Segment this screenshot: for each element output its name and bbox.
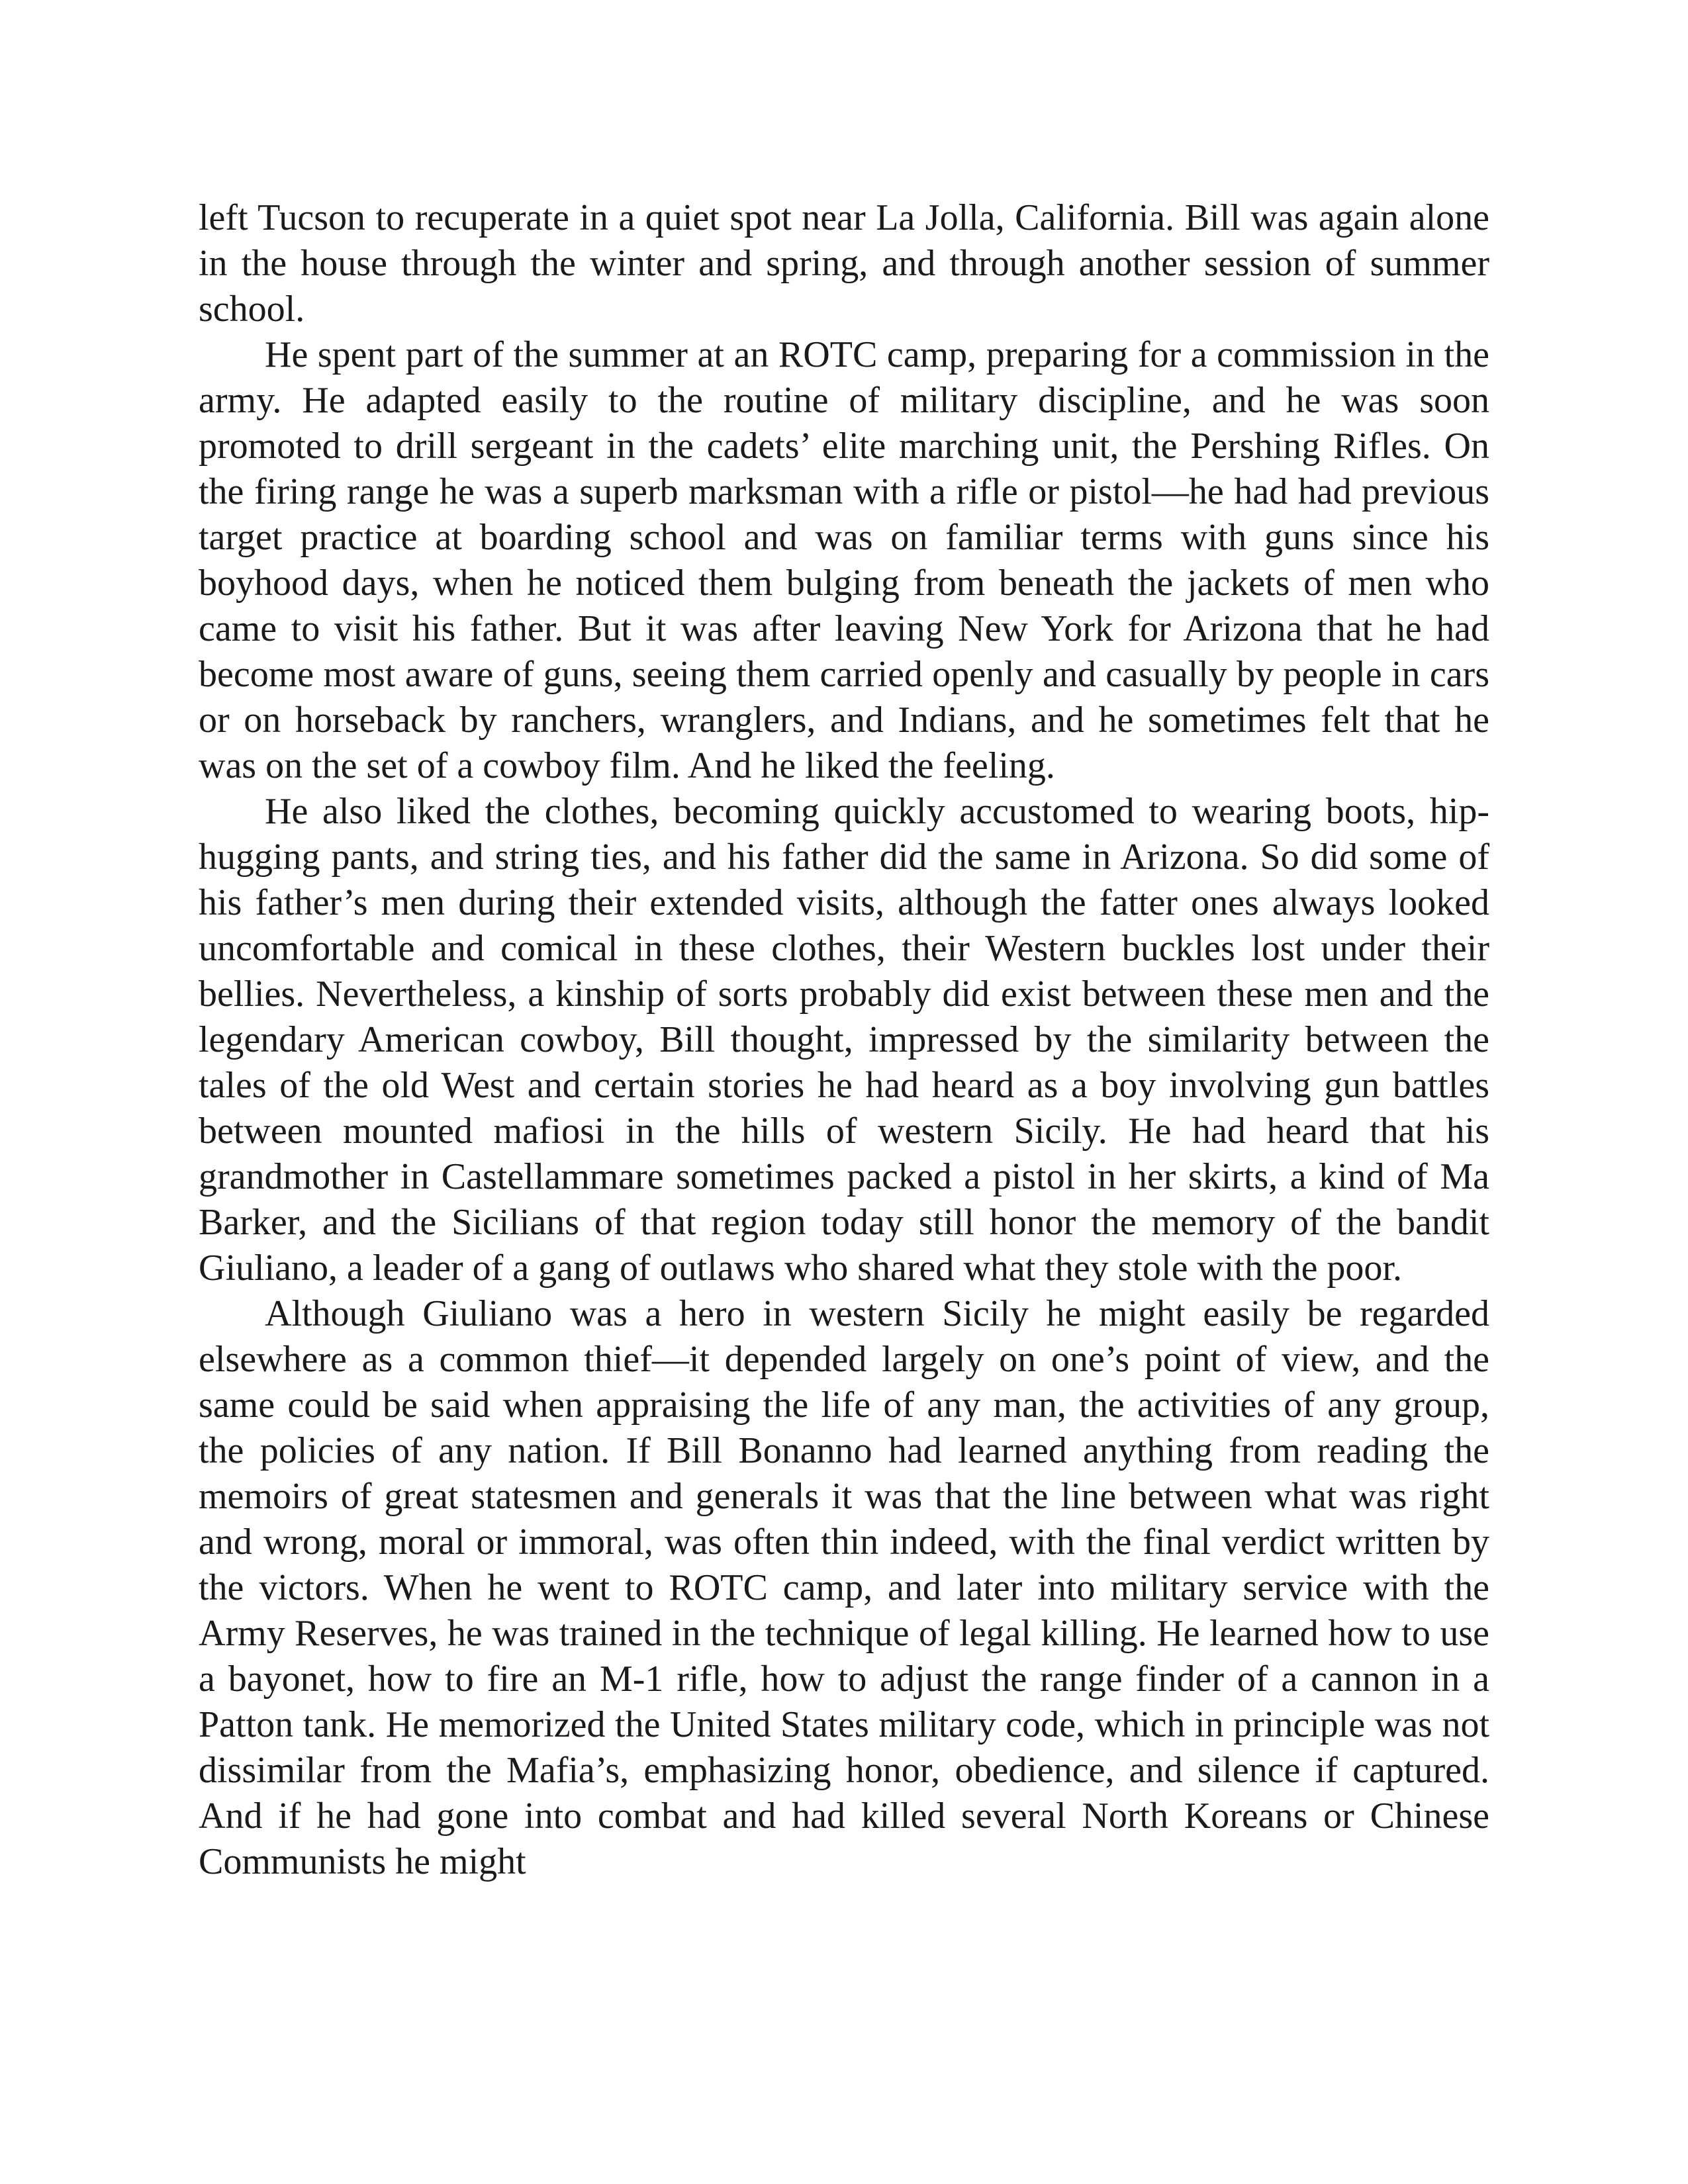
body-text [199, 195, 1489, 1885]
paragraph-2: He spent part of the summer at an ROTC camp, preparing for a commission in the army. He adapted easily to the routine of military discipline, and he was soon promoted to drill sergeant in the cadets’ elite marching unit, the Pershing Rifles. On the firing range he was a superb marksman with a rifle or pistol—he had had previous target practice at boarding school and was on familiar terms with guns since his boyhood days, when he noticed them bulging from beneath the jackets of men who came to visit his father. But it was after leaving New York for Arizona that he had become most aware of guns, seeing them carried openly and casually by people in cars or on horseback by ranchers, wranglers, and Indians, and he sometimes felt that he was on the set of a cowboy film. And he liked the feeling. [199, 334, 1489, 786]
paragraph-4: Although Giuliano was a hero in western Sicily he might easily be regarded elsewhere as a common thief—it depended largely on one’s point of view, and the same could be said when appraising the life of any man, the activities of any group, the policies of any nation. If Bill Bonanno had learned anything from reading the memoirs of great statesmen and generals it was that the line between what was right and wrong, moral or immoral, was often thin indeed, with the final verdict written by the victors. When he went to ROTC camp, and later into military service with the Army Reserves, he was trained in the technique of legal killing. He learned how to use a bayonet, how to fire an M-1 rifle, how to adjust the range finder of a cannon in a Patton tank. He memorized the United States military code, which in principle was not dissimilar from the Mafia’s, emphasizing honor, obedience, and silence if captured. And if he had gone into combat and had killed several North Koreans or Chinese Communists he might [199, 1293, 1489, 1882]
paragraph-3: He also liked the clothes, becoming quickly accustomed to wearing boots, hip-hugging pants, and string ties, and his father did the same in Arizona. So did some of his father’s men during their extended visits, although the fatter ones always looked uncomfortable and comical in these clothes, their Western buckles lost under their bellies. Nevertheless, a kinship of sorts probably did exist between these men and the legendary American cowboy, Bill thought, impressed by the similarity between the tales of the old West and certain stories he had heard as a boy involving gun battles between mounted mafiosi in the hills of western Sicily. He had heard that his grandmother in Castellammare sometimes packed a pistol in her skirts, a kind of Ma Barker, and the Sicilians of that region today still honor the memory of the bandit Giuliano, a leader of a gang of outlaws who shared what they stole with the poor. [199, 791, 1489, 1289]
paragraph-1: left Tucson to recuperate in a quiet spot near La Jolla, California. Bill was again alone in the house through the winter and spring, and through another session of summer school. [199, 197, 1489, 330]
